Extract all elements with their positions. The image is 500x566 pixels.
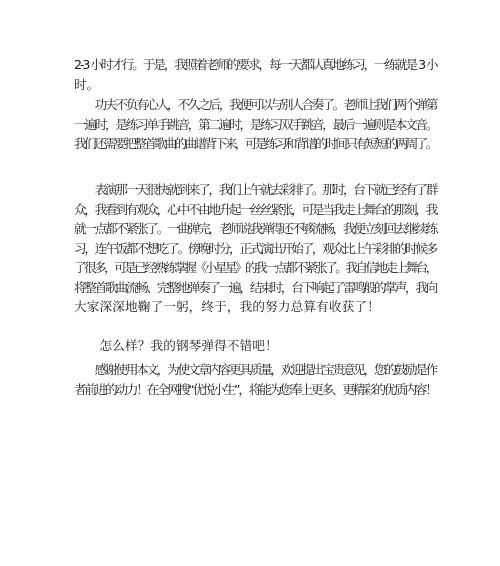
paragraph-3 (74, 180, 437, 317)
text-line: 众，我看到有观众，心中不由地升起一丝丝紧张，可是当我走上舞台的那刻，我 (74, 201, 437, 217)
text-line: 2-3 小时才行。于是，我照着老师的要求，每一天都认真地练习，一练就是 3 小 (74, 57, 437, 72)
text-line: 感谢使用本文，为使文章内容更具质量，欢迎提出宝贵意见，您的鼓励是作 (74, 362, 437, 377)
text-line: 时。 (74, 76, 100, 92)
text-line: 者前进的动力！在全网搜“优悦小生”，将能为您奉上更多、更精彩的优质内容！ (74, 381, 436, 397)
text-line: 表演那一天很快就到来了，我们上午就去彩排了。那时，台下就已经有了群 (74, 182, 437, 197)
paragraph-5 (74, 360, 437, 399)
text-line: 了很多，可是已经熟练掌握《小星星》的我一点都不紧张了。我自信地走上舞台， (74, 260, 436, 275)
text-line: 大家深深地鞠了一躬，终于，我的努力总算有收获了！ (74, 299, 380, 314)
text-line: 功夫不负有心人，不久之后，我便可以与别人合奏了。老师让我们两个弹第 (74, 97, 437, 112)
paragraph-1 (74, 55, 437, 94)
text-line: 将整首歌曲流畅、完整地弹奏了一遍，结束时，台下响起了雷鸣般的掌声，我向 (74, 279, 437, 295)
paragraph-2 (74, 95, 437, 154)
text-line: 怎么样？我的钢琴弹得不错吧！ (74, 338, 278, 353)
paragraph-4 (74, 336, 434, 356)
text-line: 一遍时，是练习单手跳音，第二遍时，是练习双手跳音，最后一遍则是本文音。 (74, 116, 437, 132)
text-line: 我们还需要把整首歌曲的曲谱背下来，可是练习和背谱的时间只有短短的两周了。 (74, 136, 436, 151)
text-line: 就一点都不紧张了。一曲弹完，老师说我弹得还不够流畅，我便立刻回去继续练 (74, 221, 437, 236)
text-line: 习，连午饭都不想吃了。傍晚时分，正式演出开始了，观众比上午彩排的时候多 (74, 240, 437, 256)
